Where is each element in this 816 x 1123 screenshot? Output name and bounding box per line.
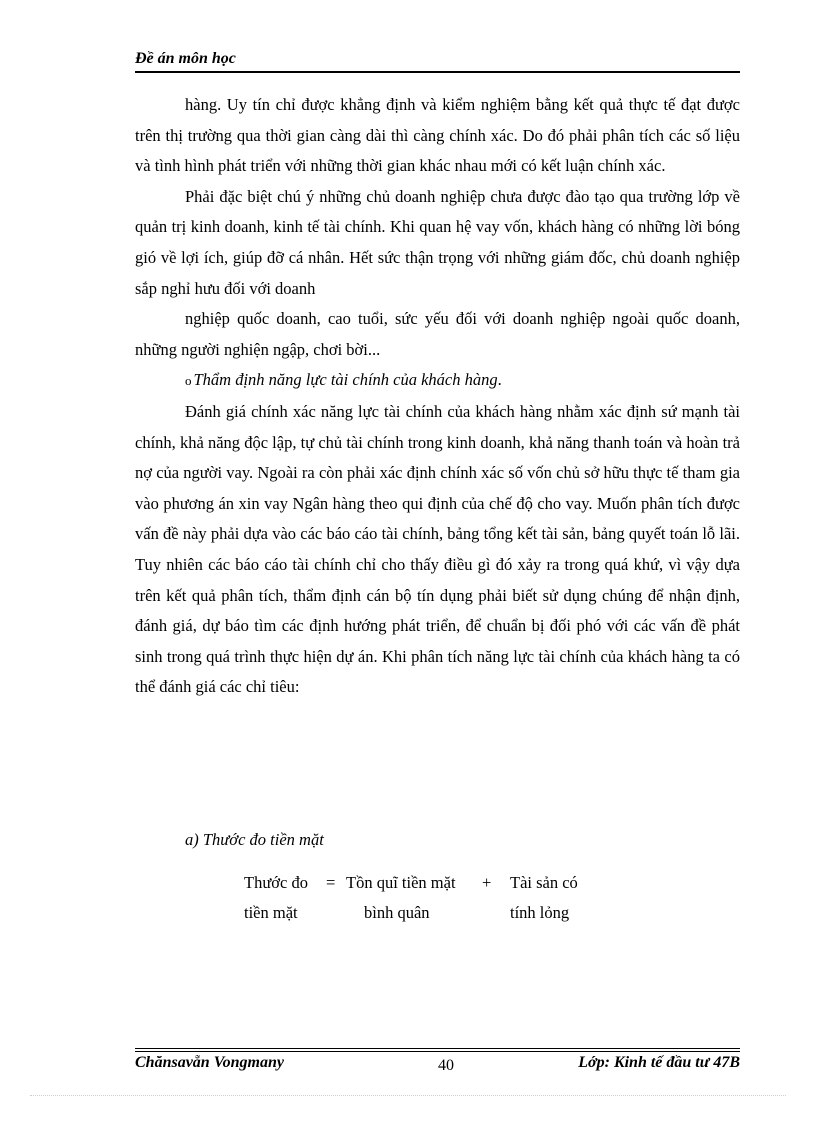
paragraph-4: Đánh giá chính xác năng lực tài chính của khách hàng nhằm xác định sứ mạnh tài chính, khả năng độc lập, tự chủ tài chính trong kinh doanh, khả năng thanh toán và hoàn trả nợ của người vay. Ngoài ra còn phải xác định chính xác số vốn chủ sở hữu thực tế tham gia vào phương án xin vay Ngân hàng theo qui định của chế độ cho vay. Muốn phân tích được vấn đề này phải dựa vào các báo cáo tài chính, bảng tổng kết tài sản, bảng quyết toán lỗ lãi. Tuy nhiên các báo cáo tài chính chỉ cho thấy điều gì đó xảy ra trong quá khứ, vì vậy dựa trên kết quả phân tích, thẩm định cán bộ tín dụng phải biết sử dụng chúng để nhận định, đánh giá, dự báo tìm các định hướng phát triển, để chuẩn bị đối phó với các vấn đề phát sinh trong quá trình thực hiện dự án. Khi phân tích năng lực tài chính của khách hàng ta có thể đánh giá các chỉ tiêu: xyxy=(135,401,740,697)
bullet-icon: o xyxy=(185,373,192,389)
formula-term-3: Tài sản có xyxy=(510,873,578,892)
formula-equals: = xyxy=(326,873,336,892)
formula-row-2 xyxy=(244,903,644,933)
page-edge-dotted-line xyxy=(30,1095,786,1096)
footer-author: Chănsavẵn Vongmany xyxy=(135,1054,284,1071)
header-rule xyxy=(135,71,740,73)
document-body xyxy=(135,90,740,703)
footer-rule-bottom xyxy=(135,1051,740,1052)
paragraph-2: Phải đặc biệt chú ý những chủ doanh nghiệp chưa được đào tạo qua trường lớp về quản trị kinh doanh, kinh tế tài chính. Khi quan hệ vay vốn, khách hàng có những lời bóng gió về lợi ích, giúp đỡ cá nhân. Hết sức thận trọng với những giám đốc, chủ doanh nghiệp sắp nghỉ hưu đối với doanh xyxy=(135,186,740,298)
subheading xyxy=(135,365,740,397)
formula-row-1 xyxy=(244,873,644,903)
formula xyxy=(244,873,644,933)
formula-term-1-cont: tiền mặt xyxy=(244,903,298,922)
formula-term-3-cont: tính lỏng xyxy=(510,903,570,922)
footer-rule-top xyxy=(135,1048,740,1049)
subheading-period: . xyxy=(497,370,502,390)
formula-term-2: Tồn quĩ tiền mặt xyxy=(346,873,456,892)
footer-class: Lớp: Kinh tế đầu tư 47B xyxy=(578,1054,740,1071)
subheading-text: Thẩm định năng lực tài chính của khách hàng xyxy=(193,370,498,390)
formula-term-2-cont: bình quân xyxy=(364,903,430,922)
formula-term-1: Thước đo xyxy=(244,873,308,892)
formula-plus: + xyxy=(482,873,492,892)
page-footer xyxy=(135,1054,740,1078)
page-header-title: Đề án môn học xyxy=(135,50,236,67)
page-number: 40 xyxy=(438,1057,454,1074)
paragraph-3: nghiệp quốc doanh, cao tuổi, sức yếu đối với doanh nghiệp ngoài quốc doanh, những người nghiện ngập, chơi bời... xyxy=(135,309,740,359)
paragraph-1: hàng. Uy tín chỉ được khẳng định và kiểm nghiệm bằng kết quả thực tế đạt được trên thị trường qua thời gian càng dài thì càng chính xác. Do đó phải phân tích các số liệu và tình hình phát triển với những thời gian khác nhau mới có kết luận chính xác. xyxy=(135,95,740,176)
list-item-a: a) Thước đo tiền mặt xyxy=(185,830,324,849)
